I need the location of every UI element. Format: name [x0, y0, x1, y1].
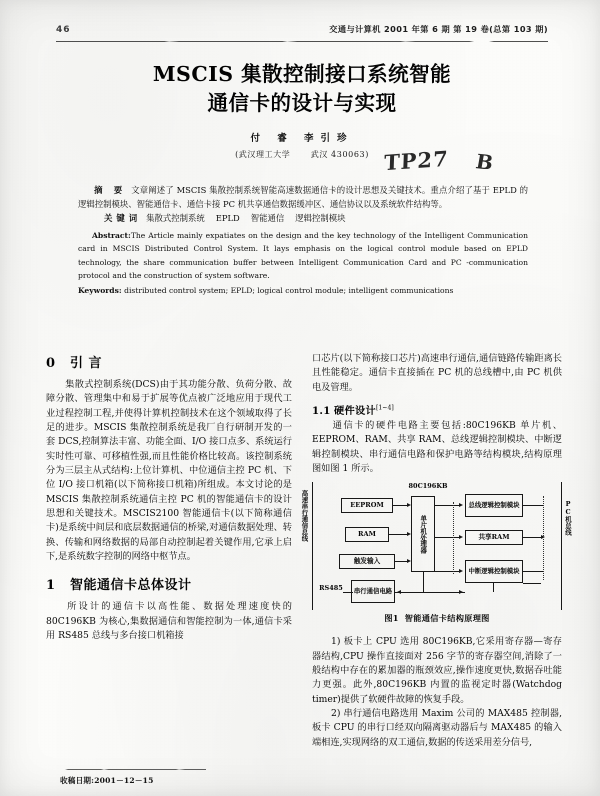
figure-block-ram: RAM	[345, 527, 389, 542]
affiliation-city-code: 武汉 430063)	[310, 150, 369, 160]
figure-block-serial-circuit: 串行通信电路	[351, 580, 395, 603]
author-list: 付 睿 李引珍	[250, 133, 354, 145]
figure-connector-int-right	[523, 583, 541, 584]
running-head	[56, 24, 548, 35]
intro-paragraph	[46, 378, 292, 564]
english-abstract	[78, 229, 528, 283]
figure-label-chip: 80C196KB	[408, 482, 448, 491]
body-para-item-2-text: 2) 串行通信电路选用 Maxim 公司的 MAX485 控制器,板卡 CPU 的串行口经双向隔离驱动器后与 MAX485 的输入端相连,实现网络的双工通信,数据的传送采用差分信号,	[312, 708, 562, 748]
section-heading-1-1	[312, 402, 562, 417]
section1-paragraph-text: 所设计的通信卡以高性能、数据处理速度快的 80C196KB 为核心,集数据通信和智能控制为一体,通信卡采用 RS485 总线与多台接口机箱接	[46, 601, 292, 642]
figure-connector-bus-out	[523, 505, 543, 506]
received-date-value: 2001－12－15	[94, 776, 154, 785]
figure-internal-bus-line	[453, 502, 454, 574]
figure-block-eeprom: EEPROM	[341, 498, 393, 513]
body-columns	[46, 352, 572, 756]
author-affiliation	[56, 149, 548, 160]
title-block	[56, 60, 548, 160]
figure-block-trigger-input: 触发输入	[339, 554, 395, 569]
section1-1-paragraph	[312, 419, 562, 476]
figure-connector-bus-logic	[435, 505, 461, 506]
section-number-1: 1	[46, 578, 56, 594]
handwritten-document-mark: B	[473, 149, 495, 175]
figure-1-frame	[300, 482, 572, 610]
intro-paragraph-text: 集散式控制系统(DCS)由于其功能分散、负荷分散、故障分散、管理集中和易于扩展等优点被广泛地应用于现代工业过程控制工程,并使得计算机控制技术在这个领域取得了长足的进步。MSCIS 集散控制系统是我厂自行研制开发的一套 DCS,控制算法丰富、功能全面、I/O 接口点多、系统运行实时性可靠、可移植性强,而且性能价格比较高。该控制系统分为三层主从式结构:上位计算机、中位通信主控 PC 机、下位 I/O 接口机箱(以下简称接口机箱)所组成。本文讨论的是 MSCIS 集散控制系统通信主控 PC 机的智能通信卡的设计思想和关键技术。MSCIS2100 智能通信卡(以下简称通信卡)是系统中间层和底层数据通信的桥梁,对通信数据处理、转换、传输和网络数据的局部自动控制起着关键作用,它承上启下,是系统数字控制的网络中枢节点。	[46, 379, 292, 563]
figure-connector-int-out	[523, 571, 543, 572]
abstract-label-en: Abstract:	[92, 230, 131, 240]
section-heading-1	[46, 574, 292, 593]
figure-connector-rs485	[343, 592, 353, 593]
figure-arrow-shared-ram	[459, 535, 463, 539]
section1-1-paragraph-text: 通信卡的硬件电路主要包括:80C196KB 单片机、EEPROM、RAM、共享 RAM、总线逻辑控制模块、中断逻辑控制模块、串行通信电路和保护电路等结构模块,结构原理图如图 1 所示。	[312, 420, 562, 475]
figure-connector-int-serial	[493, 583, 494, 592]
abstract-label-cn: 摘 要	[94, 185, 127, 195]
figure-label-rs485: RS485	[319, 584, 343, 593]
keyword-cn-4: 逻辑控制模块	[295, 213, 346, 224]
header-rule	[56, 41, 548, 42]
figure-block-shared-ram: 共享RAM	[465, 530, 523, 545]
figure-connector-interrupt	[435, 571, 461, 572]
section-title-0: 引 言	[70, 356, 103, 371]
keyword-cn-3: 智能通信	[250, 213, 285, 224]
chinese-abstract	[78, 184, 528, 211]
journal-issue-info: 交通与计算机 2001 年第 6 期 第 19 卷(总第 103 期)	[329, 24, 548, 34]
section1-continued: 口芯片(以下简称接口芯片)高速串行通信,通信链路传输距离长且性能稳定。通信卡直接插在 PC 机的总线槽中,由 PC 机供电及管理。	[312, 353, 562, 393]
figure-pc-bus-line	[543, 496, 544, 580]
abstract-block	[78, 184, 528, 297]
figure-arrow-serial-in	[397, 590, 401, 594]
figure-caption-number: 图1	[384, 613, 399, 624]
paper-title-line2: 通信卡的设计与实现	[207, 91, 397, 116]
keyword-cn-1: 集散式控制系统	[146, 213, 205, 224]
section-title-1-1: 硬件设计	[334, 405, 376, 418]
chinese-keywords	[78, 212, 528, 225]
figure-1-caption	[312, 613, 562, 624]
keywords-label-cn: 关键词	[104, 213, 142, 224]
section-number-1-1: 1.1	[312, 405, 331, 418]
abstract-text-cn: 文章阐述了 MSCIS 集散控制系统智能高速数据通信卡的设计思想及关键技术。重点介绍了基于 EPLD 的逻辑控制模块、智能通信卡、通信卡接 PC 机共享通信数据缓冲区、通信协议以及系统软件结构等。	[78, 185, 529, 209]
abstract-text-en: The Article mainly expatiates on the design and the key technology of the Intelligent Communication card in MSCIS Distributed Control System. It lays emphasis on the logical control module based on EPLD technology, the share communication buffer between Intelligent Communication Card and PC -communication protocol and the construction of system software.	[78, 230, 528, 281]
section-heading-intro	[46, 352, 292, 371]
figure-label-pc-bus: PC机总线	[564, 500, 572, 536]
figure-connector-ram	[389, 534, 409, 535]
paper-title-line1: MSCIS 集散控制接口系统智能	[152, 62, 452, 86]
section-title-1: 智能通信卡总体设计	[70, 578, 192, 594]
figure-connector-sram-out	[523, 537, 543, 538]
figure-label-serial-bus: 高速串行通信总线	[300, 490, 309, 542]
received-date-label: 收稿日期:	[60, 776, 95, 785]
keywords-text-en: distributed control system; EPLD; logical control module; intelligent communications	[124, 285, 454, 295]
page-number: 46	[56, 25, 71, 35]
handwritten-classification-code: TP27	[383, 145, 450, 176]
figure-caption-text: 智能通信卡结构原理图	[404, 613, 490, 624]
section1-paragraph	[46, 600, 292, 643]
keyword-cn-2: EPLD	[215, 213, 240, 224]
section-number-0: 0	[46, 356, 56, 371]
figure-block-mcu-label: 单片机处理器	[419, 515, 428, 554]
body-para-item-2	[312, 707, 562, 750]
figure-block-mcu	[411, 496, 435, 572]
figure-arrow-serial-out	[459, 590, 463, 594]
footer-rule	[56, 769, 206, 770]
body-para-item-1	[312, 635, 562, 707]
figure-1	[300, 482, 572, 632]
figure-block-interrupt-logic: 中断逻辑控制模块	[465, 560, 523, 583]
english-keywords	[78, 284, 528, 298]
right-column	[300, 352, 572, 756]
figure-connector-serial	[395, 592, 457, 593]
figure-connector-mcu-serial	[423, 572, 424, 592]
figure-arrow-interrupt	[459, 569, 463, 573]
figure-block-bus-logic: 总线逻辑控制模块	[465, 494, 523, 517]
affiliation-institute: (武汉理工大学	[235, 150, 291, 160]
reference-superscript: [1~4]	[375, 404, 394, 412]
figure-arrow-trigger	[407, 559, 411, 563]
left-column	[46, 352, 292, 756]
body-para-item-1-text: 1) 板卡上 CPU 选用 80C196KB,它采用寄存器—寄存器结构,CPU 操作直接面对 256 字节的寄存器空间,消除了一般结构中存在的累加器的瓶颈效应,操作速度更快,数据吞吐能力更强。此外,80C196KB 内置的监视定时器(Watchdog timer)提供了软硬件故障的恢复手段。	[312, 636, 562, 705]
figure-arrow-eeprom	[407, 503, 411, 507]
figure-arrow-ram	[407, 532, 411, 536]
received-date-note	[60, 775, 154, 786]
keywords-label-en: Keywords:	[78, 285, 122, 295]
figure-connector-shared-ram	[435, 537, 461, 538]
figure-arrow-bus-logic	[459, 503, 463, 507]
